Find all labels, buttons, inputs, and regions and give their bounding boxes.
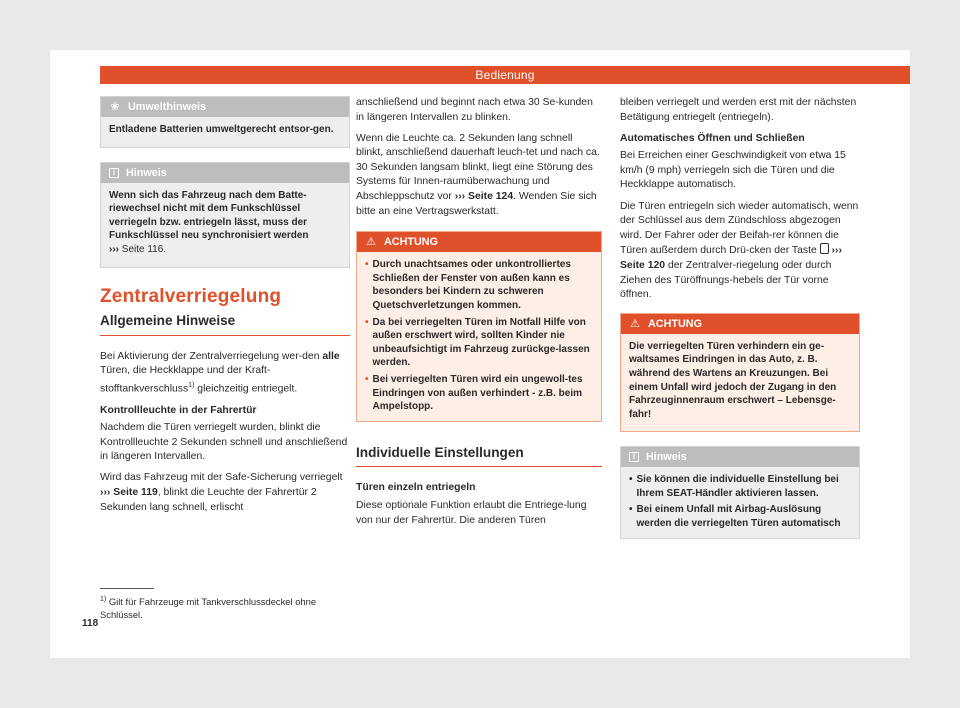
reference-arrow: ››› [109,243,119,255]
paragraph: Bei Aktivierung der Zentralverriegelung wer-den alle Türen, die Heckklappe und der Kraft-stofftankverschluss$^{1)}$ gleichzeitig entriegelt. [100,350,340,395]
note-title: Hinweis [646,451,687,464]
paragraph: bleiben verriegelt und werden erst mit der nächsten Betätigung entriegelt (entriegeln). [620,97,857,123]
paragraph: Wird das Fahrzeug mit der Safe-Sicherung verriegelt ››› Seite 119, blinkt die Leuchte der Fahrertür 2 Sekunden lang schnell, erlischt [100,472,343,513]
reference-arrow: ››› [831,245,842,257]
page-reference-link[interactable]: Seite 116. [121,243,167,255]
column-1 [100,96,350,522]
paragraph: Diese optionale Funktion erlaubt die Entriege-lung von nur der Fahrertür. Die anderen Türen [356,499,587,526]
flower-icon: ❀ [110,101,120,113]
subheading: Türen einzeln entriegeln [356,482,476,494]
warning-item: • Durch unachtsames oder unkontrolliertes Schließen der Fenster von außen kann es besonders bei Kindern zu schweren Quetschverletzungen kommen. [365,259,571,312]
environment-note-text: Entladene Batterien umweltgerecht entsor-gen. [109,124,334,135]
info-icon: i [109,168,119,178]
page-reference-link[interactable]: Seite 119 [113,486,158,498]
subheading: Automatisches Öffnen und Schließen [620,132,805,144]
paragraph: Die Türen entriegeln sich wieder automatisch, wenn der Schlüssel aus dem Zündschloss abgezogen wird. Der Fahrer oder der Beifah-rer können die Türen außerdem durch Drü-cken der Taste ››› Seite 120 der Zentralver-riegelung oder durch Ziehen des Türöffnungs-hebels der Tür vorne öffnen. [620,200,859,301]
paragraph: Wenn die Leuchte ca. 2 Sekunden lang schnell blinkt, anschließend dauerhaft leuch-tet und nach ca. 30 Sekunden langsam blinkt, liegt eine Störung des Systems für Innen-raumüberwachung und Abschleppschutz vor ››› Seite 124. Wenden Sie sich bitte an eine Vertragswerkstatt. [356,132,600,217]
info-icon: i [629,452,639,462]
section-heading: Individuelle Einstellungen [356,446,602,468]
footnote-mark: 1) [100,596,107,603]
manual-page [50,50,910,658]
reference-arrow: ››› [100,486,111,498]
note-box [620,446,860,538]
footnote-divider [100,588,154,589]
note-title: Hinweis [126,166,167,179]
unlock-key-icon [820,243,829,254]
chapter-heading: Zentralverriegelung [100,285,282,307]
warning-item: • Bei verriegelten Türen wird ein ungewoll-tes Eindringen von außen verhindert - z.B. beim Ampelstopp. [365,374,583,413]
note-text: Wenn sich das Fahrzeug nach dem Batte-riewechsel nicht mit dem Funkschlüssel verriegeln bzw. entriegeln lässt, muss der Funkschlüssel neu synchronisiert werden [109,189,309,242]
warning-triangle-icon: ⚠ [366,236,376,249]
paragraph: Nachdem die Türen verriegelt wurden, blinkt die Kontrollleuchte 2 Sekunden schnell und anschließend in längeren Intervallen. [100,422,348,463]
column-2 [356,96,602,535]
footnote-marker[interactable]: 1) [188,381,195,389]
note-item: • Bei einem Unfall mit Airbag-Auslösung werden die verriegelten Türen automatisch [629,504,841,530]
column-3 [620,96,860,553]
footnote [100,588,340,621]
paragraph: Bei Erreichen einer Geschwindigkeit von etwa 15 km/h (9 mph) verriegeln sich die Türen und die Heckklappe automatisch. [620,150,846,191]
section-header: Bedienung [100,66,910,84]
reference-arrow: ››› [454,191,466,203]
environment-note-box [100,96,350,148]
warning-item: • Da bei verriegelten Türen im Notfall Hilfe von außen erschwert wird, sollten Kinder nie unbeaufsichtigt im Fahrzeug zurückge-lassen werden. [365,316,590,369]
warning-box [620,313,860,433]
warning-text: Die verriegelten Türen verhindern ein ge-waltsames Eindringen in das Auto, z. B. während des Wartens an Kreuzungen. Bei einem Unfall wird jedoch der Zugang in den Fahrzeuginnenraum erschwert – Lebensge-fahr! [629,340,837,420]
page-reference-link[interactable]: Seite 120 [620,259,666,271]
warning-title: ACHTUNG [384,236,438,249]
environment-note-title: Umwelthinweis [128,101,206,113]
section-heading: Allgemeine Hinweise [100,314,350,336]
note-item: • Sie können die individuelle Einstellung bei Ihrem SEAT-Händler aktivieren lassen. [629,474,839,499]
page-reference-link[interactable]: Seite 124 [468,191,514,203]
subheading: Kontrollleuchte in der Fahrertür [100,404,257,416]
paragraph: anschließend und beginnt nach etwa 30 Se-kunden in längeren Intervallen zu blinken. [356,97,593,123]
note-box [100,162,350,268]
page-number: 118 [82,618,99,629]
warning-box [356,231,602,422]
footnote-text: Gilt für Fahrzeuge mit Tankverschlussdeckel ohne Schlüssel. [100,596,317,620]
warning-title: ACHTUNG [648,317,702,330]
warning-triangle-icon: ⚠ [630,317,640,330]
